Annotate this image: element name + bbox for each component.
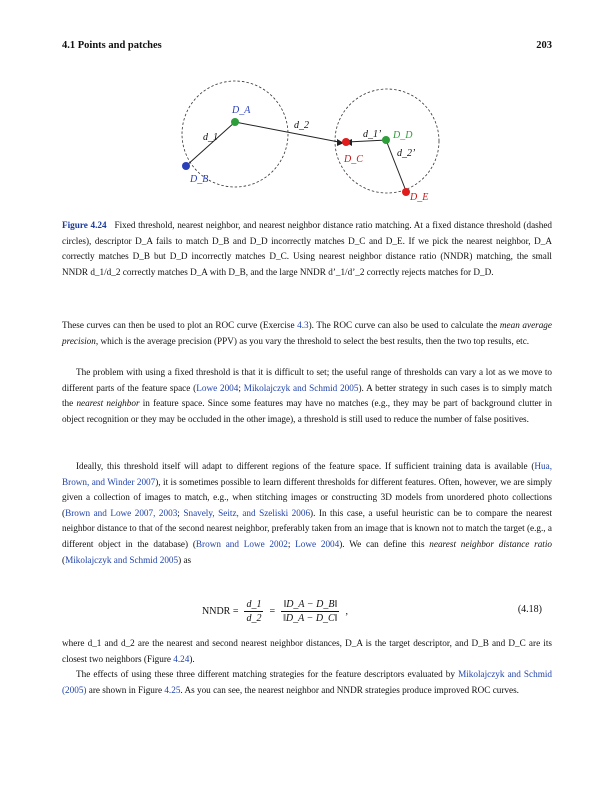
text-run: ;	[177, 507, 184, 518]
text-run: ) as	[178, 554, 192, 565]
eq-fraction-d	[244, 598, 263, 625]
figure-link[interactable]: 4.25	[164, 684, 181, 695]
eq-fraction-norm	[281, 598, 339, 625]
figure-link[interactable]: 4.24	[173, 653, 190, 664]
paragraph-3	[62, 459, 552, 568]
emphasis: nearest neighbor distance ratio	[429, 538, 552, 549]
text-run: (	[62, 554, 66, 565]
text-run: are shown in Figure	[86, 684, 165, 695]
citation-link[interactable]: Lowe 2004	[295, 538, 340, 549]
caption-text: Fixed threshold, nearest neighbor, and nearest neighbor distance ratio matching. At a fixed distance threshold (dashed circles), descriptor D_A fails to match D_B and D_D incorrectly matches D_C and D_E. If we pick the nearest neighbor, D_A correctly matches D_B but D_D incorrectly matches D_C. Using nearest neighbor distance ratio (NNDR) matching, the small NNDR d_1/d_2 correctly matches D_A with D_B, and the large NNDR d’_1/d’_2 correctly rejects matches for D_D.	[62, 220, 552, 277]
line-d2	[235, 122, 344, 143]
line-d1p	[347, 140, 386, 142]
eq-comma: ,	[345, 605, 349, 617]
text-run: ;	[238, 382, 244, 393]
point-da	[231, 118, 239, 126]
eq-den1: d_2	[246, 612, 262, 624]
citation-link[interactable]: Lowe 2004	[196, 382, 239, 393]
figure-4-24	[0, 0, 614, 220]
text-run: ;	[287, 538, 296, 549]
label-d2: d_2	[294, 120, 309, 131]
eq-lhs: NNDR =	[202, 605, 239, 617]
caption-label: Figure 4.24	[62, 220, 107, 230]
paragraph-4	[62, 636, 552, 667]
citation-link[interactable]: Snavely, Seitz, and Szeliski 2006	[183, 507, 311, 518]
text-run: in feature space. Since some features may have no matches (e.g., they may be part of background clutter in object recognition or they may be occluded in the other image), a threshold is still used to reduce the number of false positives.	[62, 398, 552, 424]
point-de	[402, 188, 410, 196]
label-d1: d_1	[203, 132, 218, 143]
equation-4-18	[62, 594, 552, 628]
eq-equals: =	[269, 605, 276, 617]
text-run: , which is the average precision (PPV) as you vary the threshold to select the best results, then the two top results, etc.	[95, 335, 530, 346]
line-d1	[186, 122, 235, 166]
text-run: ).	[189, 653, 195, 664]
label-dc: D_C	[344, 154, 363, 165]
equation-number: (4.18)	[517, 604, 542, 615]
paragraph-2	[62, 365, 552, 427]
page-number: 203	[536, 40, 552, 51]
point-dd	[382, 136, 390, 144]
citation-link[interactable]: Brown and Lowe 2007, 2003	[65, 507, 178, 518]
label-de: D_E	[410, 192, 429, 203]
paragraph-5	[62, 667, 552, 698]
citation-link[interactable]: Mikolajczyk and Schmid 2005	[65, 554, 179, 565]
point-dc	[342, 138, 350, 146]
text-run: ). We can define this	[339, 538, 430, 549]
text-run: These curves can then be used to plot an ROC curve (Exercise	[62, 320, 298, 330]
text-run: ). The ROC curve can also be used to calculate the	[308, 320, 500, 330]
figure-caption	[62, 218, 552, 280]
label-d2p: d_2’	[397, 148, 416, 159]
eq-num1: d_1	[246, 598, 262, 610]
label-da: D_A	[232, 105, 251, 116]
paragraph-1	[62, 318, 552, 349]
section-title: 4.1 Points and patches	[62, 40, 162, 51]
text-run: . As you can see, the nearest neighbor and NNDR strategies produce improved ROC curves.	[180, 684, 519, 695]
eq-den2: ‖D_A − D_C‖	[283, 612, 338, 624]
eq-num2: ‖D_A − D_B‖	[283, 598, 338, 610]
text-run: The problem with using a fixed threshold is that it is difficult to set; the useful range of thresholds can vary a lot as we move to different parts of the feature space (	[62, 367, 552, 393]
emphasis: nearest neighbor	[76, 398, 140, 409]
text-run: ), it is sometimes possible to learn different thresholds for different features. Often, however, we are simply given a collection of images to match, e.g., when stitching images or constructing 3D models from unordered photo collections (	[62, 476, 552, 518]
citation-link[interactable]: Mikolajczyk and Schmid (2005)	[62, 669, 552, 695]
label-d1p: d_1’	[363, 129, 382, 140]
threshold-circle-a	[182, 81, 288, 187]
point-db	[182, 162, 190, 170]
label-db: D_B	[190, 174, 209, 185]
text-run: ). A better strategy in such cases is to simply match the	[62, 382, 552, 409]
text-run: Ideally, this threshold itself will adapt to different regions of the feature space. If sufficient training data is available (	[76, 461, 535, 471]
text-run: where d_1 and d_2 are the nearest and second nearest neighbor distances, D_A is the target descriptor, and D_B and D_C are its closest two neighbors (Figure	[62, 638, 552, 664]
citation-link[interactable]: Hua, Brown, and Winder 2007	[62, 461, 552, 487]
label-dd: D_D	[393, 130, 413, 141]
text-run: The effects of using these three different matching strategies for the feature descriptors evaluated by	[76, 669, 459, 679]
emphasis: mean average precision	[62, 320, 552, 346]
citation-link[interactable]: Mikolajczyk and Schmid 2005	[243, 382, 359, 393]
text-run: ). In this case, a useful heuristic can be to compare the nearest neighbor distance to that of the second nearest neighbor, preferably taken from an image that is known not to match the target (e.g., a different object in the database) (	[62, 507, 552, 549]
exercise-link[interactable]: 4.3	[297, 320, 309, 330]
citation-link[interactable]: Brown and Lowe 2002	[195, 538, 288, 549]
